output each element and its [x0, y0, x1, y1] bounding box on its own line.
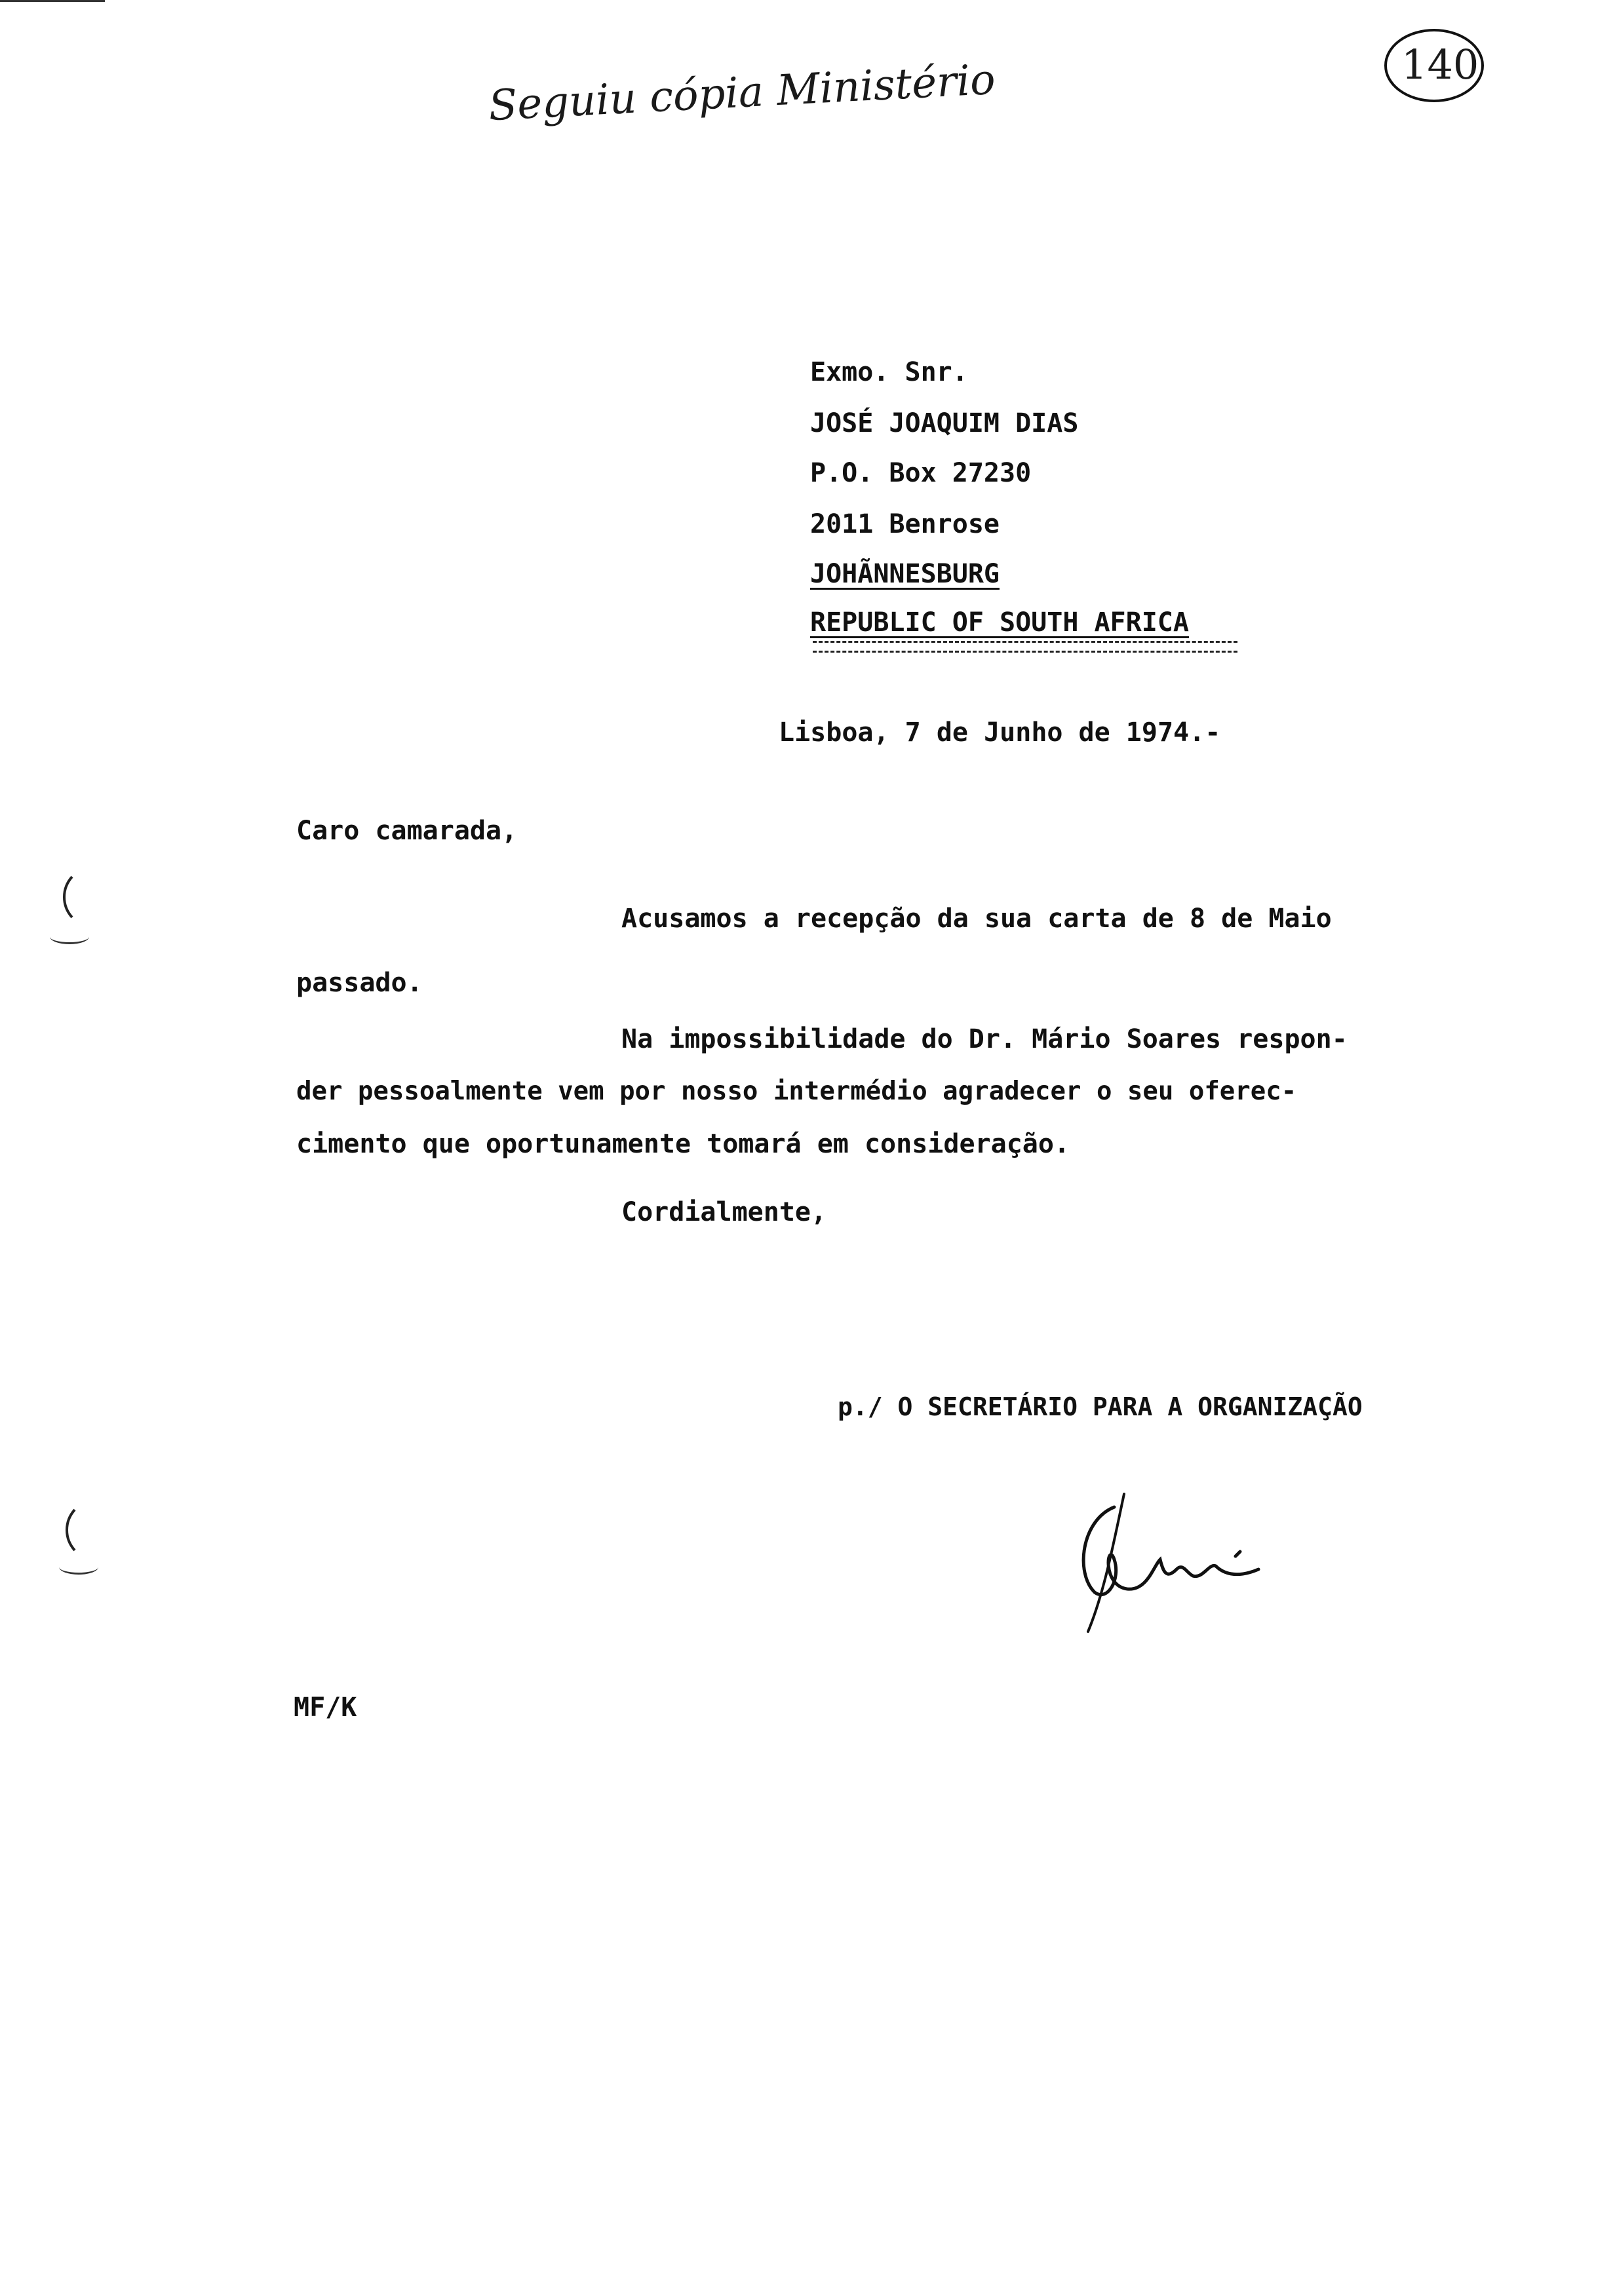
body-paragraph-2-line-3: cimento que oportunamente tomará em consideração.: [296, 1129, 1070, 1159]
recipient-name: JOSÉ JOAQUIM DIAS: [810, 408, 1079, 438]
recipient-country: REPUBLIC OF SOUTH AFRICA: [810, 607, 1189, 638]
recipient-po-box: P.O. Box 27230: [810, 458, 1032, 488]
recipient-city: JOHÃNNESBURG: [810, 559, 1000, 589]
top-edge-rule: [0, 0, 105, 2]
handwritten-note: Seguiu cópia Ministério: [487, 55, 997, 131]
page-number: 140: [1401, 41, 1479, 88]
signature: [1068, 1481, 1285, 1638]
body-paragraph-2-line-1: Na impossibilidade do Dr. Mário Soares respon-: [621, 1024, 1348, 1054]
country-double-rule: [813, 641, 1237, 653]
sign-off: p./ O SECRETÁRIO PARA A ORGANIZAÇÃO: [838, 1392, 1363, 1421]
greeting: Caro camarada,: [296, 816, 518, 846]
margin-mark-paren-bottom: [60, 1508, 80, 1552]
date-line: Lisboa, 7 de Junho de 1974.-: [779, 718, 1221, 748]
body-paragraph-1-line-2: passado.: [296, 968, 423, 998]
recipient-postal-area: 2011 Benrose: [810, 509, 1000, 539]
margin-mark-dash-top: [50, 929, 89, 944]
margin-mark-paren-top: [58, 875, 77, 919]
signature-scribble: [1068, 1481, 1285, 1638]
recipient-salutation: Exmo. Snr.: [810, 357, 968, 387]
body-paragraph-1-line-1: Acusamos a recepção da sua carta de 8 de Maio: [621, 904, 1332, 934]
body-paragraph-2-line-2: der pessoalmente vem por nosso intermédio agradecer o seu oferec-: [296, 1077, 1297, 1106]
closing: Cordialmente,: [621, 1197, 827, 1227]
reference-initials: MF/K: [294, 1693, 357, 1723]
page-number-stamp: [1382, 26, 1487, 105]
margin-mark-dash-bottom: [59, 1559, 98, 1575]
